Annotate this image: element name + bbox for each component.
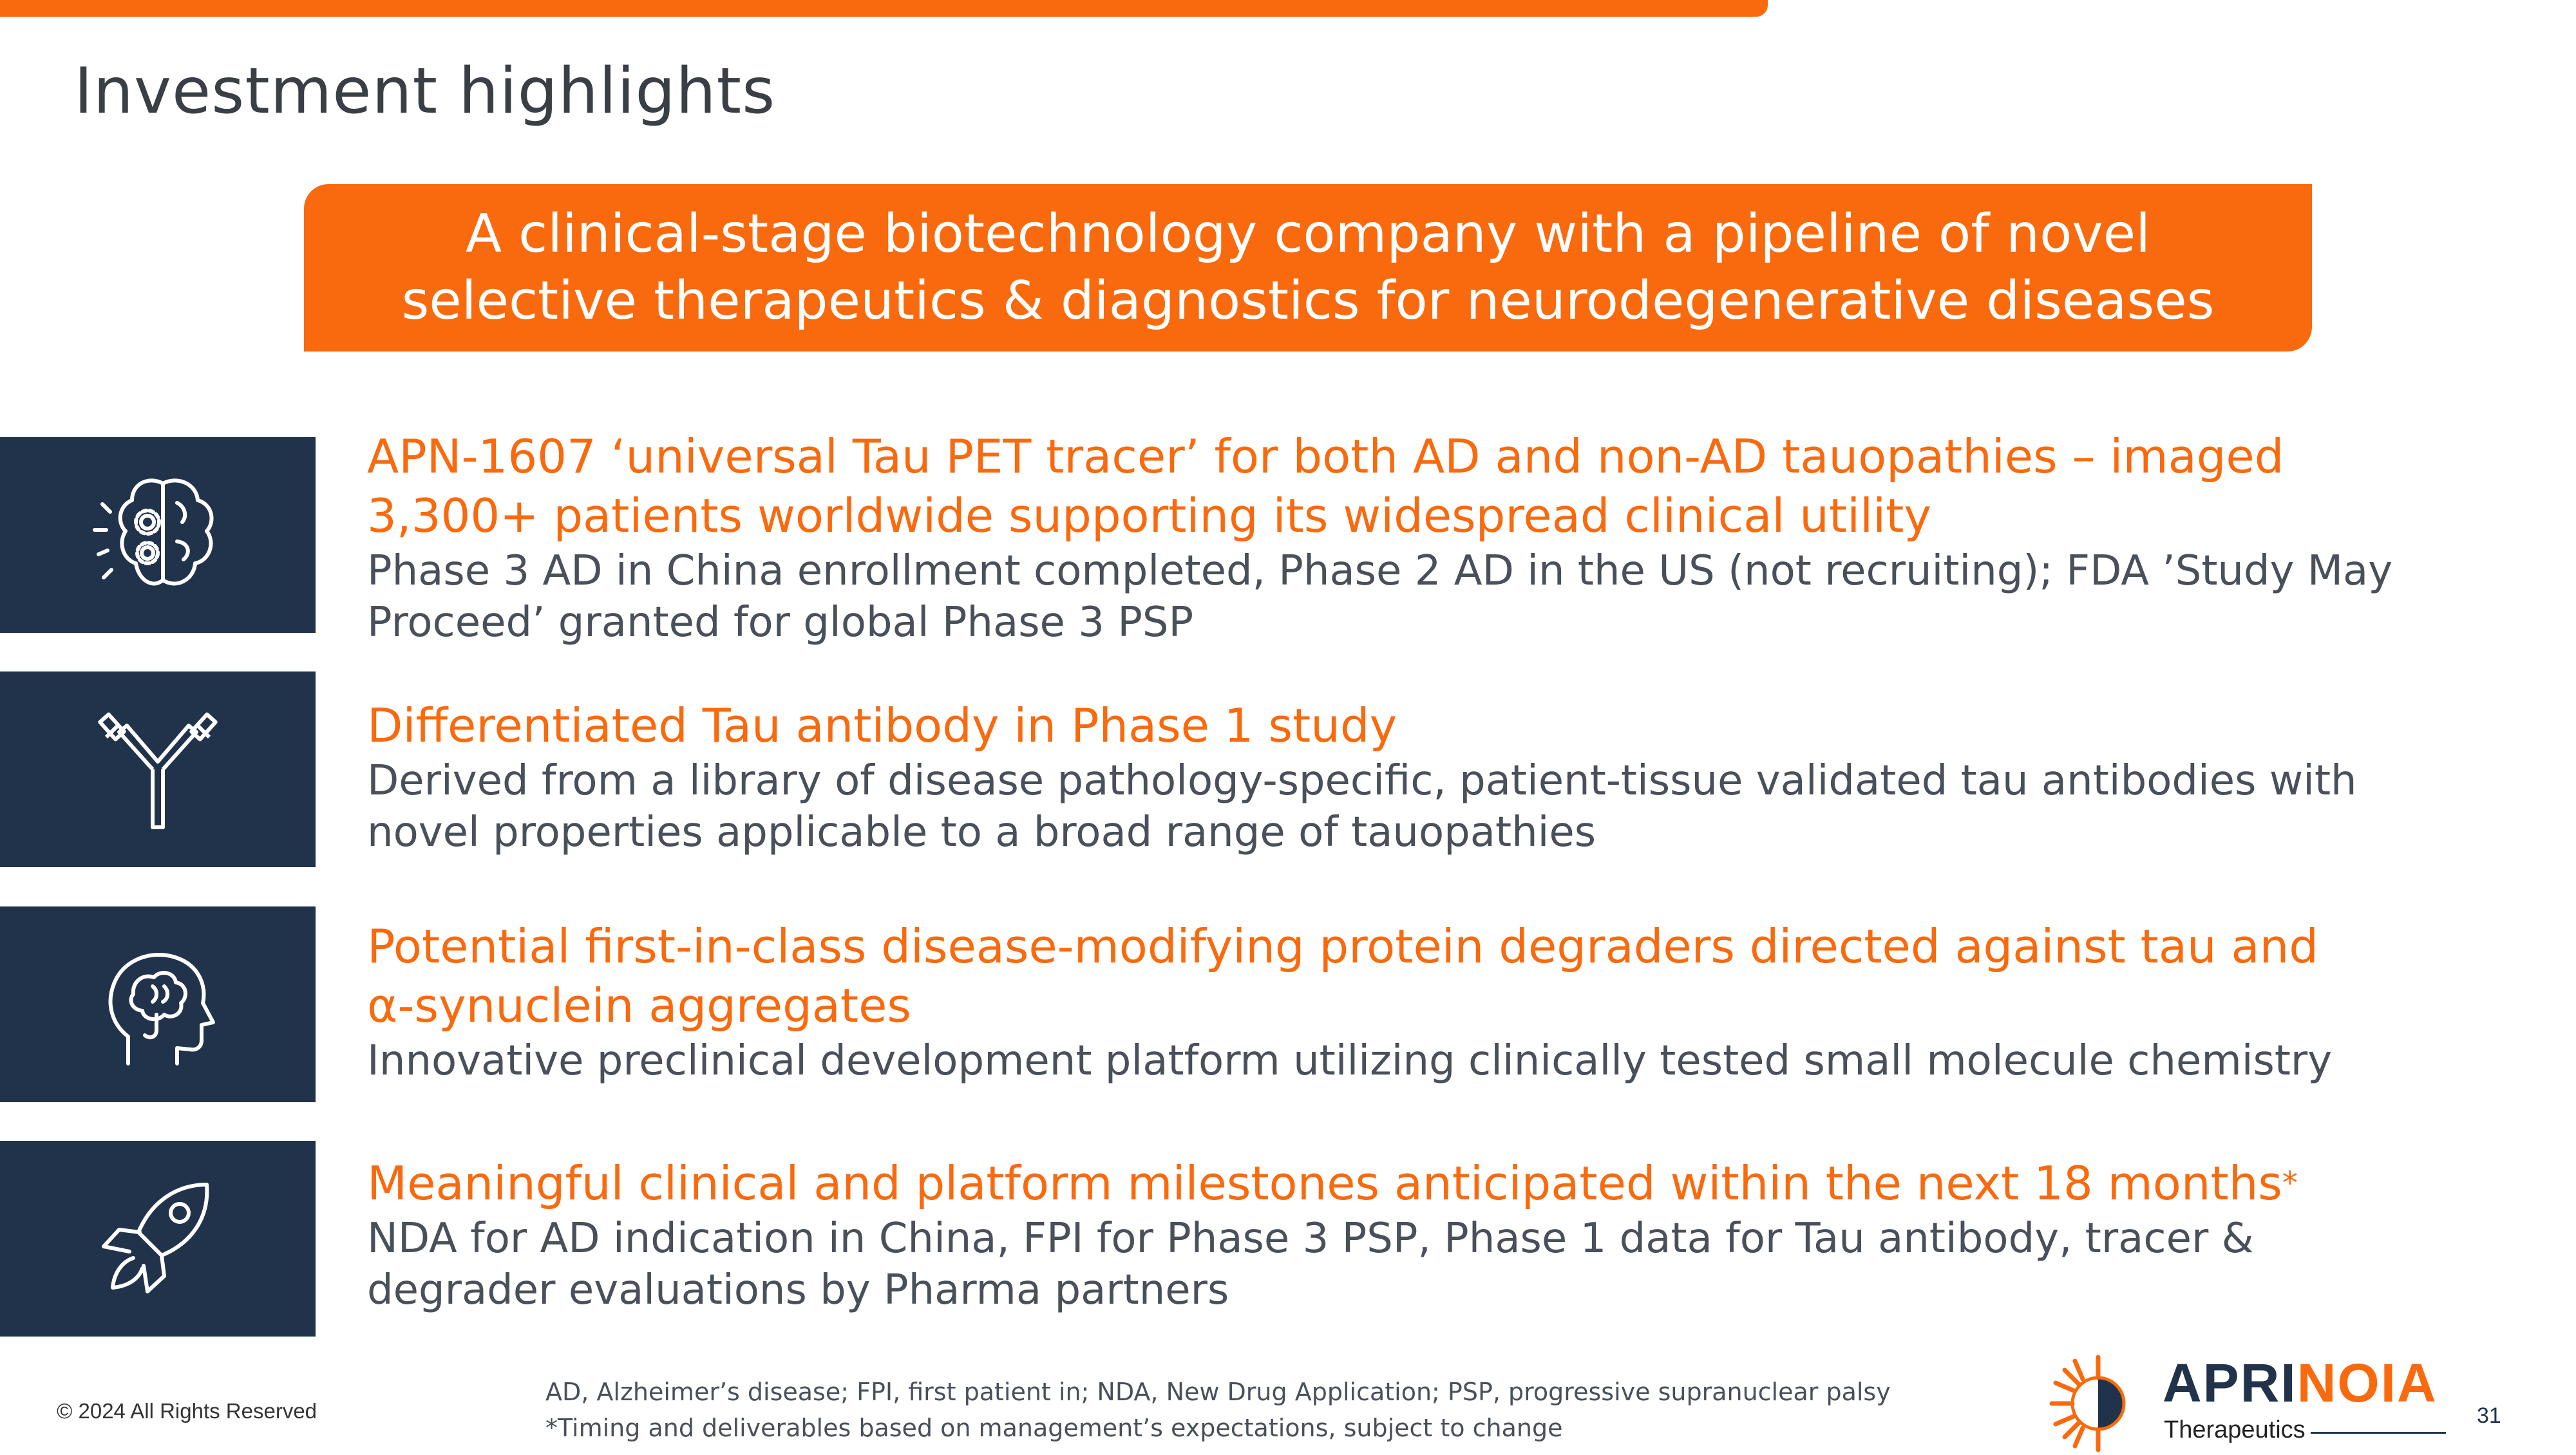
- rocket-icon: [80, 1161, 235, 1316]
- highlight-headline-line: 3,300+ patients worldwide supporting its widespread clinical utility: [367, 489, 1931, 543]
- icon-tile: [0, 906, 316, 1102]
- highlight-detail-line: Innovative preclinical development platform utilizing clinically tested small molecule chemistry: [367, 1037, 2333, 1085]
- highlight-text: [367, 696, 2512, 858]
- highlight-detail-line: Derived from a library of disease pathology-specific, patient-tissue validated tau antibodies with: [367, 757, 2357, 805]
- timing-note: *Timing and deliverables based on management’s expectations, subject to change: [545, 1414, 1563, 1442]
- footnote-asterisk: *: [2282, 1165, 2298, 1201]
- top-accent-bar: [0, 0, 1768, 17]
- brain-gears-icon: [80, 458, 235, 612]
- logo-part-2: NOIA: [2297, 1353, 2438, 1413]
- logo-wordmark: [2163, 1352, 2438, 1414]
- banner-line-1: A clinical-stage biotechnology company with a pipeline of novel: [465, 203, 2151, 265]
- abbreviations-note: AD, Alzheimer’s disease; FPI, first patient in; NDA, New Drug Application; PSP, progressive supranuclear palsy: [545, 1378, 1891, 1406]
- highlight-detail-line: novel properties applicable to a broad range of tauopathies: [367, 809, 1596, 856]
- headline-text: Meaningful clinical and platform milestones anticipated within the next 18 months: [367, 1156, 2282, 1210]
- page-number: 31: [2477, 1403, 2501, 1428]
- tagline-banner: [304, 184, 2312, 352]
- highlight-headline-line: α-synuclein aggregates: [367, 979, 911, 1033]
- icon-tile: [0, 1141, 316, 1337]
- copyright: © 2024 All Rights Reserved: [57, 1399, 317, 1423]
- highlight-detail-line: Phase 3 AD in China enrollment completed, Phase 2 AD in the US (not recruiting); FDA ’Study May: [367, 547, 2393, 595]
- icon-tile: [0, 437, 316, 633]
- highlight-headline-line: Differentiated Tau antibody in Phase 1 study: [367, 699, 1397, 753]
- highlight-headline-line: Potential first-in-class disease-modifying protein degraders directed against tau and: [367, 919, 2318, 973]
- company-logo: [2047, 1352, 2446, 1449]
- highlight-text: [367, 1154, 2512, 1316]
- page-title: Investment highlights: [74, 55, 776, 128]
- head-brain-icon: [80, 927, 235, 1082]
- highlight-headline-line: [367, 1154, 2512, 1213]
- icon-tile: [0, 671, 316, 867]
- highlight-detail-line: Proceed’ granted for global Phase 3 PSP: [367, 599, 1194, 646]
- antibody-icon: [80, 692, 235, 847]
- logo-part-1: APRI: [2163, 1353, 2297, 1413]
- highlight-detail-line: NDA for AD indication in China, FPI for Phase 3 PSP, Phase 1 data for Tau antibody, tracer &: [367, 1215, 2254, 1263]
- sun-mark-icon: [2047, 1352, 2150, 1455]
- highlight-text: [367, 427, 2512, 648]
- logo-subtitle: Therapeutics: [2164, 1416, 2306, 1443]
- banner-line-2: selective therapeutics & diagnostics for neurodegenerative diseases: [401, 270, 2215, 332]
- highlight-headline-line: APN-1607 ‘universal Tau PET tracer’ for both AD and non-AD tauopathies – imaged: [367, 429, 2284, 483]
- highlight-text: [367, 917, 2512, 1087]
- logo-divider: [2311, 1432, 2446, 1434]
- highlight-detail-line: degrader evaluations by Pharma partners: [367, 1266, 1229, 1314]
